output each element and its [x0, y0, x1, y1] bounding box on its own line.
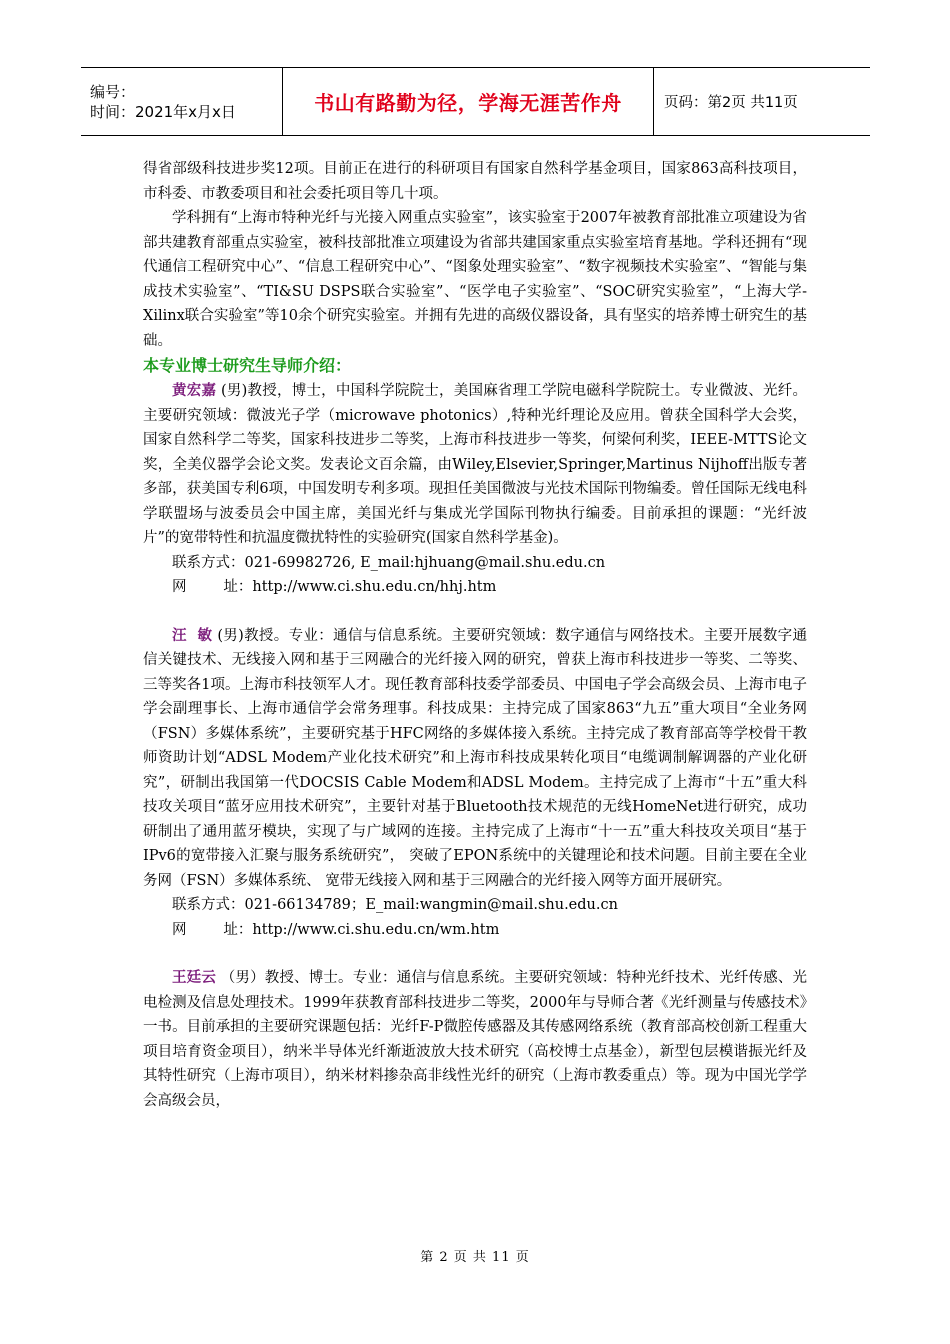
- page-footer: 第 2 页 共 11 页: [420, 1250, 530, 1265]
- advisor-bio: [143, 379, 807, 551]
- advisor-website: 网 址：http://www.ci.shu.edu.cn/wm.htm: [172, 921, 500, 938]
- header-motto: 书山有路勤为径，学海无涯苦作舟: [314, 91, 622, 115]
- document-number-label: 编号：: [90, 82, 136, 101]
- section-heading: 本专业博士研究生导师介绍：: [143, 356, 352, 375]
- spacer: [143, 942, 807, 966]
- advisor-bio-text: (男)教授。专业：通信与信息系统。主要研究领域：数字通信与网络技术。主要开展数字通信关键技术、无线接入网和基于三网融合的光纤接入网的研究，曾获上海市科技进步一等奖、二等奖、三等奖各1项。上海市科技领军人才。现任教育部科技委学部委员、中国电子学会高级会员、上海市电子学会副理事长、上海市通信学会常务理事。科技成果：主持完成了国家863“九五”重大项目“全业务网（FSN）多媒体系统”，主要研究基于HFC网络的多媒体接入系统。主持完成了教育部高等学校骨干教师资助计划“ADSL Modem产业化技术研究”和上海市科技成果转化项目“电缆调制解调器的产业化研究”，研制出我国第一代DOCSIS Cable Modem和ADSL Modem。主持完成了上海市“十五”重大科技攻关项目“蓝牙应用技术研究”，主要针对基于Bluetooth技术规范的无线HomeNet进行研究，成功研制出了通用蓝牙模块，实现了与广域网的连接。主持完成了上海市“十一五”重大科技攻关项目“基于IPv6的宽带接入汇聚与服务系统研究”， 突破了EPON系统中的关键理论和技术问题。目前主要在全业务网（FSN）多媒体系统、 宽带无线接入网和基于三网融合的光纤接入网等方面开展研究。: [143, 627, 807, 889]
- document-date-label: 时间：2021年x月x日: [90, 102, 236, 121]
- advisor-name: 王廷云: [172, 969, 216, 986]
- advisor-contact: 联系方式：021-66134789；E_mail:wangmin@mail.shu.edu.cn: [172, 897, 618, 913]
- lab-paragraph: 学科拥有“上海市特种光纤与光接入网重点实验室”，该实验室于2007年被教育部批准立项建设为省部共建教育部重点实验室，被科技部批准立项建设为省部共建国家重点实验室培育基地。学科还拥有“现代通信工程研究中心”、“信息工程研究中心”、“图象处理实验室”、“数字视频技术实验室”、“智能与集成技术实验室”、“TI&SU DSPS联合实验室”、“医学电子实验室”、“SOC研究实验室”，“上海大学-Xilinx联合实验室”等10余个研究实验室。并拥有先进的高级仪器设备，具有坚实的培养博士研究生的基础。: [143, 210, 807, 349]
- advisor-bio: [143, 624, 807, 894]
- advisor-name: 黄宏嘉: [172, 382, 217, 399]
- spacer: [143, 600, 807, 624]
- header-page-cell: [654, 68, 870, 135]
- advisor-website: 网 址：http://www.ci.shu.edu.cn/hhj.htm: [172, 579, 497, 595]
- document-body: [143, 157, 807, 1113]
- advisor-name: 汪 敏: [172, 626, 213, 644]
- header-page-label: 页码：第2页 共11页: [664, 95, 798, 111]
- page-header: [81, 67, 870, 136]
- advisor-contact: 联系方式：021-69982726, E_mail:hjhuang@mail.shu.edu.cn: [172, 554, 606, 571]
- advisor-bio-text: (男)教授，博士，中国科学院院士，美国麻省理工学院电磁科学院院士。专业微波、光纤。主要研究领域：微波光子学（microwave photonics）,特种光纤理论及应用。曾获全国科学大会奖，国家自然科学二等奖，国家科技进步二等奖，上海市科技进步一等奖，何梁何利奖，IEEE-MTTS论文奖，全美仪器学会论文奖。发表论文百余篇，由Wiley,Elsevier,Springer,Martinus Nijhoff出版专著多部，获美国专利6项，中国发明专利多项。现担任美国微波与光技术国际刊物编委。曾任国际无线电科学联盟场与波委员会中国主席，美国光纤与集成光学国际刊物执行编委。目前承担的课题：“光纤波片”的宽带特性和抗温度微扰特性的实验研究(国家自然科学基金)。: [143, 383, 807, 546]
- advisor-bio-text: （男）教授、博士。专业：通信与信息系统。主要研究领域：特种光纤技术、光纤传感、光电检测及信息处理技术。1999年获教育部科技进步二等奖，2000年与导师合著《光纤测量与传感技术》一书。目前承担的主要研究课题包括：光纤F-P微腔传感器及其传感网络系统（教育部高校创新工程重大项目培育资金项目），纳米半导体光纤渐逝波放大技术研究（高校博士点基金），新型包层模谐振光纤及其特性研究（上海市项目），纳米材料掺杂高非线性光纤的研究（上海市教委重点）等。现为中国光学学会高级会员，: [143, 970, 807, 1109]
- advisor-bio: [143, 966, 807, 1113]
- intro-paragraph: 得省部级科技进步奖12项。目前正在进行的科研项目有国家自然科学基金项目，国家863高科技项目，市科委、市教委项目和社会委托项目等几十项。: [143, 161, 807, 202]
- header-motto-cell: [282, 68, 654, 135]
- header-meta: [81, 68, 282, 135]
